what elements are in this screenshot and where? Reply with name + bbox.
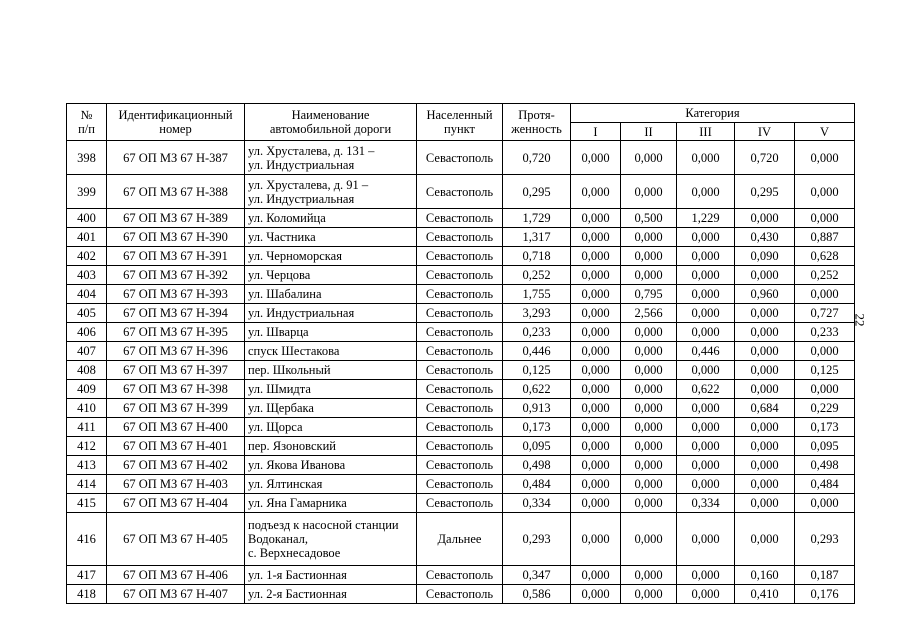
category-1-length: 0,000 — [571, 304, 621, 323]
locality: Севастополь — [417, 494, 503, 513]
category-5-length: 0,173 — [795, 418, 855, 437]
category-2-length: 0,000 — [621, 228, 677, 247]
table-row — [67, 380, 855, 399]
road-length: 3,293 — [503, 304, 571, 323]
category-4-length: 0,960 — [735, 285, 795, 304]
road-id: 67 ОП МЗ 67 Н-388 — [107, 175, 245, 209]
road-length: 1,755 — [503, 285, 571, 304]
row-number: 412 — [67, 437, 107, 456]
category-5-length: 0,000 — [795, 141, 855, 175]
road-id: 67 ОП МЗ 67 Н-392 — [107, 266, 245, 285]
row-number: 403 — [67, 266, 107, 285]
road-name: ул. 1-я Бастионная — [245, 566, 417, 585]
row-number: 413 — [67, 456, 107, 475]
road-id: 67 ОП МЗ 67 Н-399 — [107, 399, 245, 418]
category-2-length: 0,000 — [621, 566, 677, 585]
category-4-length: 0,000 — [735, 266, 795, 285]
category-4-length: 0,000 — [735, 304, 795, 323]
table-row — [67, 285, 855, 304]
locality: Севастополь — [417, 380, 503, 399]
category-4-length: 0,160 — [735, 566, 795, 585]
table-row — [67, 437, 855, 456]
table-row — [67, 513, 855, 566]
road-name: ул. Индустриальная — [245, 304, 417, 323]
header-category: Категория — [571, 104, 855, 123]
page-number: 22 — [852, 313, 868, 327]
road-name: пер. Школьный — [245, 361, 417, 380]
locality: Севастополь — [417, 175, 503, 209]
locality: Севастополь — [417, 585, 503, 604]
category-3-length: 0,000 — [677, 437, 735, 456]
row-number: 401 — [67, 228, 107, 247]
category-1-length: 0,000 — [571, 228, 621, 247]
table-row — [67, 266, 855, 285]
locality: Севастополь — [417, 228, 503, 247]
road-name: ул. Шмидта — [245, 380, 417, 399]
table-row — [67, 175, 855, 209]
locality: Севастополь — [417, 566, 503, 585]
locality: Севастополь — [417, 209, 503, 228]
table-header — [67, 104, 855, 141]
category-2-length: 0,795 — [621, 285, 677, 304]
category-5-length: 0,176 — [795, 585, 855, 604]
road-id: 67 ОП МЗ 67 Н-391 — [107, 247, 245, 266]
row-number: 398 — [67, 141, 107, 175]
table-row — [67, 209, 855, 228]
category-2-length: 0,000 — [621, 141, 677, 175]
category-2-length: 0,000 — [621, 513, 677, 566]
category-4-length: 0,295 — [735, 175, 795, 209]
category-4-length: 0,000 — [735, 380, 795, 399]
road-length: 0,173 — [503, 418, 571, 437]
category-1-length: 0,000 — [571, 361, 621, 380]
road-length: 0,446 — [503, 342, 571, 361]
category-1-length: 0,000 — [571, 175, 621, 209]
category-4-length: 0,000 — [735, 513, 795, 566]
road-length: 0,095 — [503, 437, 571, 456]
road-name: подъезд к насосной станции Водоканал, с. Верхнесадовое — [245, 513, 417, 566]
road-id: 67 ОП МЗ 67 Н-406 — [107, 566, 245, 585]
category-3-length: 0,000 — [677, 228, 735, 247]
row-number: 402 — [67, 247, 107, 266]
locality: Севастополь — [417, 342, 503, 361]
category-4-length: 0,684 — [735, 399, 795, 418]
category-5-length: 0,125 — [795, 361, 855, 380]
road-length: 1,729 — [503, 209, 571, 228]
road-name: ул. Частника — [245, 228, 417, 247]
category-5-length: 0,233 — [795, 323, 855, 342]
road-length: 1,317 — [503, 228, 571, 247]
locality: Севастополь — [417, 247, 503, 266]
table-row — [67, 475, 855, 494]
category-3-length: 0,000 — [677, 175, 735, 209]
table-body — [67, 141, 855, 604]
category-3-length: 0,000 — [677, 285, 735, 304]
header-id: Идентификационный номер — [107, 104, 245, 141]
road-id: 67 ОП МЗ 67 Н-390 — [107, 228, 245, 247]
category-2-length: 0,000 — [621, 475, 677, 494]
category-1-length: 0,000 — [571, 323, 621, 342]
road-length: 0,622 — [503, 380, 571, 399]
road-id: 67 ОП МЗ 67 Н-395 — [107, 323, 245, 342]
table-row — [67, 361, 855, 380]
road-name: ул. Хрусталева, д. 131 – ул. Индустриальная — [245, 141, 417, 175]
locality: Севастополь — [417, 361, 503, 380]
road-length: 0,125 — [503, 361, 571, 380]
row-number: 410 — [67, 399, 107, 418]
category-1-length: 0,000 — [571, 566, 621, 585]
category-2-length: 0,000 — [621, 437, 677, 456]
locality: Севастополь — [417, 456, 503, 475]
table-row — [67, 141, 855, 175]
road-name: ул. Якова Иванова — [245, 456, 417, 475]
locality: Севастополь — [417, 437, 503, 456]
category-3-length: 0,000 — [677, 418, 735, 437]
category-1-length: 0,000 — [571, 380, 621, 399]
row-number: 416 — [67, 513, 107, 566]
table-row — [67, 585, 855, 604]
locality: Севастополь — [417, 323, 503, 342]
header-category-4: IV — [735, 123, 795, 141]
category-4-length: 0,000 — [735, 418, 795, 437]
category-3-length: 0,622 — [677, 380, 735, 399]
category-2-length: 0,000 — [621, 342, 677, 361]
header-name: Наименование автомобильной дороги — [245, 104, 417, 141]
category-1-length: 0,000 — [571, 247, 621, 266]
category-5-length: 0,252 — [795, 266, 855, 285]
header-length: Протя- женность — [503, 104, 571, 141]
category-4-length: 0,000 — [735, 494, 795, 513]
category-2-length: 0,000 — [621, 266, 677, 285]
category-4-length: 0,430 — [735, 228, 795, 247]
header-category-5: V — [795, 123, 855, 141]
category-5-length: 0,229 — [795, 399, 855, 418]
road-name: ул. Хрусталева, д. 91 – ул. Индустриальная — [245, 175, 417, 209]
category-5-length: 0,293 — [795, 513, 855, 566]
road-name: ул. Черцова — [245, 266, 417, 285]
header-locality: Населенный пункт — [417, 104, 503, 141]
road-length: 0,586 — [503, 585, 571, 604]
category-5-length: 0,727 — [795, 304, 855, 323]
category-4-length: 0,090 — [735, 247, 795, 266]
road-name: пер. Язоновский — [245, 437, 417, 456]
category-1-length: 0,000 — [571, 418, 621, 437]
category-1-length: 0,000 — [571, 266, 621, 285]
category-3-length: 0,000 — [677, 513, 735, 566]
category-2-length: 0,000 — [621, 418, 677, 437]
category-1-length: 0,000 — [571, 209, 621, 228]
locality: Дальнее — [417, 513, 503, 566]
locality: Севастополь — [417, 285, 503, 304]
road-id: 67 ОП МЗ 67 Н-407 — [107, 585, 245, 604]
table-row — [67, 304, 855, 323]
category-4-length: 0,000 — [735, 475, 795, 494]
category-3-length: 0,000 — [677, 456, 735, 475]
road-length: 0,295 — [503, 175, 571, 209]
road-length: 0,720 — [503, 141, 571, 175]
category-3-length: 0,000 — [677, 323, 735, 342]
category-3-length: 0,446 — [677, 342, 735, 361]
category-1-length: 0,000 — [571, 437, 621, 456]
category-4-length: 0,000 — [735, 342, 795, 361]
road-id: 67 ОП МЗ 67 Н-396 — [107, 342, 245, 361]
category-4-length: 0,410 — [735, 585, 795, 604]
category-3-length: 0,000 — [677, 399, 735, 418]
table-row — [67, 566, 855, 585]
road-id: 67 ОП МЗ 67 Н-402 — [107, 456, 245, 475]
category-1-length: 0,000 — [571, 285, 621, 304]
row-number: 418 — [67, 585, 107, 604]
road-length: 0,913 — [503, 399, 571, 418]
road-name: ул. Шабалина — [245, 285, 417, 304]
category-1-length: 0,000 — [571, 585, 621, 604]
road-id: 67 ОП МЗ 67 Н-398 — [107, 380, 245, 399]
category-5-length: 0,000 — [795, 494, 855, 513]
table-row — [67, 494, 855, 513]
header-num: № п/п — [67, 104, 107, 141]
category-4-length: 0,000 — [735, 323, 795, 342]
category-1-length: 0,000 — [571, 342, 621, 361]
road-name: ул. 2-я Бастионная — [245, 585, 417, 604]
category-1-length: 0,000 — [571, 456, 621, 475]
category-3-length: 0,000 — [677, 566, 735, 585]
table-row — [67, 456, 855, 475]
row-number: 417 — [67, 566, 107, 585]
road-name: ул. Коломийца — [245, 209, 417, 228]
category-3-length: 0,000 — [677, 266, 735, 285]
table-row — [67, 418, 855, 437]
row-number: 414 — [67, 475, 107, 494]
category-2-length: 2,566 — [621, 304, 677, 323]
road-id: 67 ОП МЗ 67 Н-387 — [107, 141, 245, 175]
category-5-length: 0,000 — [795, 175, 855, 209]
locality: Севастополь — [417, 475, 503, 494]
table-row — [67, 323, 855, 342]
row-number: 407 — [67, 342, 107, 361]
row-number: 411 — [67, 418, 107, 437]
category-5-length: 0,628 — [795, 247, 855, 266]
category-3-length: 0,000 — [677, 475, 735, 494]
road-id: 67 ОП МЗ 67 Н-397 — [107, 361, 245, 380]
category-4-length: 0,000 — [735, 456, 795, 475]
road-length: 0,293 — [503, 513, 571, 566]
category-2-length: 0,000 — [621, 323, 677, 342]
road-id: 67 ОП МЗ 67 Н-404 — [107, 494, 245, 513]
category-2-length: 0,000 — [621, 494, 677, 513]
category-5-length: 0,000 — [795, 285, 855, 304]
road-id: 67 ОП МЗ 67 Н-393 — [107, 285, 245, 304]
category-3-length: 0,000 — [677, 585, 735, 604]
category-1-length: 0,000 — [571, 141, 621, 175]
category-5-length: 0,484 — [795, 475, 855, 494]
row-number: 415 — [67, 494, 107, 513]
category-3-length: 0,334 — [677, 494, 735, 513]
road-length: 0,334 — [503, 494, 571, 513]
road-name: ул. Щорса — [245, 418, 417, 437]
category-5-length: 0,000 — [795, 342, 855, 361]
road-name: ул. Ялтинская — [245, 475, 417, 494]
category-2-length: 0,000 — [621, 380, 677, 399]
row-number: 409 — [67, 380, 107, 399]
locality: Севастополь — [417, 266, 503, 285]
locality: Севастополь — [417, 418, 503, 437]
category-4-length: 0,000 — [735, 209, 795, 228]
row-number: 404 — [67, 285, 107, 304]
road-id: 67 ОП МЗ 67 Н-389 — [107, 209, 245, 228]
category-2-length: 0,500 — [621, 209, 677, 228]
category-3-length: 0,000 — [677, 361, 735, 380]
category-1-length: 0,000 — [571, 494, 621, 513]
locality: Севастополь — [417, 141, 503, 175]
road-name: ул. Щербака — [245, 399, 417, 418]
row-number: 400 — [67, 209, 107, 228]
roads-table — [66, 103, 855, 604]
road-name: ул. Черноморская — [245, 247, 417, 266]
category-5-length: 0,000 — [795, 380, 855, 399]
road-length: 0,484 — [503, 475, 571, 494]
category-2-length: 0,000 — [621, 585, 677, 604]
category-5-length: 0,887 — [795, 228, 855, 247]
road-id: 67 ОП МЗ 67 Н-405 — [107, 513, 245, 566]
road-length: 0,347 — [503, 566, 571, 585]
category-1-length: 0,000 — [571, 399, 621, 418]
road-id: 67 ОП МЗ 67 Н-400 — [107, 418, 245, 437]
category-2-length: 0,000 — [621, 361, 677, 380]
row-number: 405 — [67, 304, 107, 323]
category-4-length: 0,000 — [735, 361, 795, 380]
category-5-length: 0,498 — [795, 456, 855, 475]
table-row — [67, 228, 855, 247]
road-id: 67 ОП МЗ 67 Н-394 — [107, 304, 245, 323]
road-name: ул. Яна Гамарника — [245, 494, 417, 513]
category-2-length: 0,000 — [621, 175, 677, 209]
category-2-length: 0,000 — [621, 456, 677, 475]
table-row — [67, 399, 855, 418]
table-row — [67, 247, 855, 266]
row-number: 406 — [67, 323, 107, 342]
category-4-length: 0,000 — [735, 437, 795, 456]
category-5-length: 0,000 — [795, 209, 855, 228]
category-3-length: 0,000 — [677, 304, 735, 323]
road-length: 0,718 — [503, 247, 571, 266]
road-name: ул. Шварца — [245, 323, 417, 342]
row-number: 399 — [67, 175, 107, 209]
category-1-length: 0,000 — [571, 513, 621, 566]
header-category-1: I — [571, 123, 621, 141]
road-length: 0,498 — [503, 456, 571, 475]
category-4-length: 0,720 — [735, 141, 795, 175]
category-3-length: 1,229 — [677, 209, 735, 228]
locality: Севастополь — [417, 304, 503, 323]
category-5-length: 0,187 — [795, 566, 855, 585]
category-2-length: 0,000 — [621, 247, 677, 266]
header-category-3: III — [677, 123, 735, 141]
category-2-length: 0,000 — [621, 399, 677, 418]
category-3-length: 0,000 — [677, 247, 735, 266]
category-1-length: 0,000 — [571, 475, 621, 494]
road-length: 0,252 — [503, 266, 571, 285]
road-name: спуск Шестакова — [245, 342, 417, 361]
table-row — [67, 342, 855, 361]
road-id: 67 ОП МЗ 67 Н-403 — [107, 475, 245, 494]
locality: Севастополь — [417, 399, 503, 418]
category-5-length: 0,095 — [795, 437, 855, 456]
category-3-length: 0,000 — [677, 141, 735, 175]
road-length: 0,233 — [503, 323, 571, 342]
header-category-2: II — [621, 123, 677, 141]
row-number: 408 — [67, 361, 107, 380]
road-id: 67 ОП МЗ 67 Н-401 — [107, 437, 245, 456]
